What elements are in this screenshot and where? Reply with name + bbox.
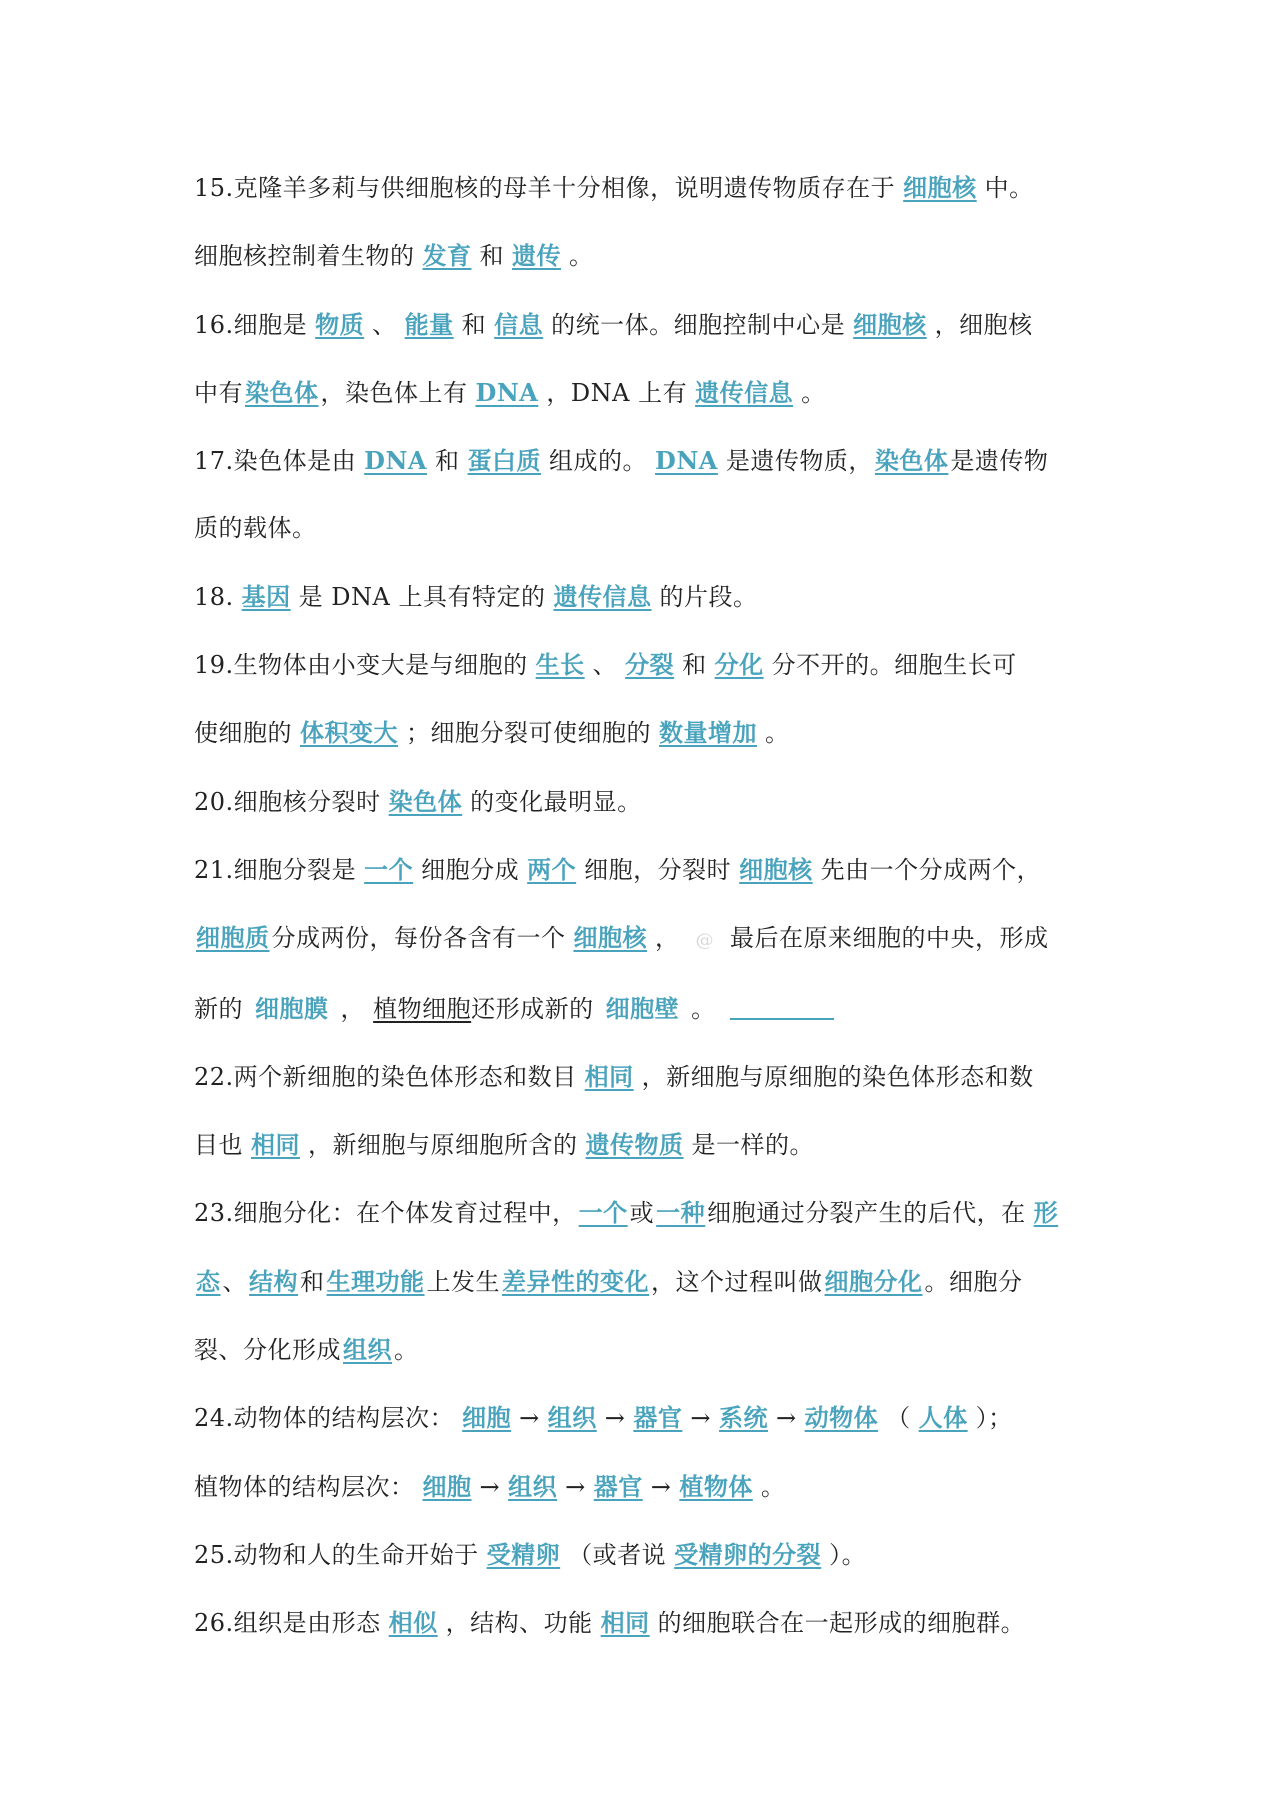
answer-fill: 系统 (719, 1403, 768, 1433)
answer-fill: 受精卵的分裂 (674, 1539, 822, 1569)
question-text: 15.克隆羊多莉与供细胞核的母羊十分相像，说明遗传物质存在于 (194, 174, 896, 202)
question-20 (194, 768, 1114, 836)
question-text: ，细胞核 (934, 310, 1033, 339)
question-text: ，新细胞与原细胞所含的 (308, 1131, 578, 1160)
question-23-line-3 (194, 1316, 1114, 1384)
question-text: 25.动物和人的生命开始于 (194, 1540, 479, 1569)
answer-fill: 动物体 (804, 1403, 879, 1433)
question-24-line-1 (194, 1384, 1114, 1452)
answer-fill: 数量增加 (659, 718, 757, 748)
answer-fill: 染色体 (245, 377, 319, 407)
answer-fill: 形 (1033, 1198, 1059, 1228)
answer-fill: 植物体 (679, 1471, 753, 1501)
answer-fill: 遗传 (512, 241, 561, 271)
question-text: 。 (760, 1472, 786, 1501)
question-18 (194, 563, 1114, 631)
question-text: 。 (765, 719, 790, 748)
watermark-at-sign: @ (695, 930, 714, 952)
question-text: 和 (461, 310, 487, 339)
answer-fill: 细胞膜 (255, 993, 329, 1023)
question-text: 细胞分成 (421, 855, 520, 884)
question-text: （或者说 (568, 1540, 667, 1569)
question-text: 23.细胞分化：在个体发育过程中， (194, 1199, 577, 1228)
question-text: 17.染色体是由 (194, 447, 357, 476)
answer-fill: 基因 (241, 581, 291, 611)
answer-fill: 相同 (584, 1061, 634, 1091)
question-text: 26.组织是由形态 (194, 1609, 381, 1638)
answer-fill: 发育 (422, 241, 472, 271)
answer-fill: 态 (196, 1266, 221, 1296)
answer-fill: DNA (364, 446, 428, 476)
answer-fill: 分化 (714, 650, 764, 680)
arrow-icon: → (650, 1472, 672, 1501)
answer-fill: 一个 (364, 854, 414, 884)
answer-fill: 物质 (315, 309, 365, 339)
question-text: 的细胞联合在一起形成的细胞群。 (657, 1609, 1026, 1638)
answer-fill: 细胞壁 (605, 993, 680, 1023)
answer-fill: 相同 (251, 1130, 300, 1160)
answer-fill: 一种 (656, 1198, 706, 1228)
answer-fill: 遗传物质 (585, 1130, 684, 1160)
question-text: 的变化最明显。 (470, 787, 642, 816)
question-text: 20.细胞核分裂时 (194, 787, 381, 816)
answer-fill: 细胞分化 (824, 1266, 923, 1296)
answer-fill: 差异性的变化 (502, 1266, 649, 1296)
question-text: 是遗传物质， (725, 447, 873, 476)
answer-fill: 人体 (918, 1403, 968, 1433)
answer-fill: 器官 (633, 1403, 683, 1433)
question-text: 细胞，分裂时 (584, 855, 732, 884)
answer-fill: 器官 (593, 1471, 643, 1501)
answer-fill: 结构 (249, 1266, 298, 1296)
question-text: ）； (975, 1404, 1013, 1433)
answer-fill: 细胞 (462, 1403, 512, 1433)
empty-answer-blank (730, 1018, 834, 1020)
question-text: （ (886, 1404, 911, 1433)
question-21-line-3 (194, 975, 1114, 1043)
question-text: 先由一个分成两个， (820, 855, 1042, 884)
question-text: 16.细胞是 (194, 310, 308, 339)
question-16-line-2 (194, 359, 1114, 427)
question-text: 、 (592, 651, 618, 680)
question-text: 的片段。 (659, 582, 758, 611)
answer-fill: 生理功能 (326, 1266, 425, 1296)
answer-fill: 相同 (600, 1608, 650, 1638)
question-text: 和 (300, 1267, 325, 1296)
question-text: 。 (569, 242, 594, 271)
answer-fill: 相似 (388, 1608, 438, 1638)
arrow-icon: → (604, 1404, 626, 1433)
question-text: ）。 (829, 1540, 867, 1569)
question-text: 细胞核控制着生物的 (194, 242, 415, 271)
question-text: 19.生物体由小变大是与细胞的 (194, 651, 528, 680)
question-text: 是一样的。 (691, 1131, 814, 1160)
question-17-line-1 (194, 427, 1114, 495)
answer-fill: 两个 (527, 854, 577, 884)
question-23-line-2 (194, 1248, 1114, 1316)
question-text: ，染色体上有 (320, 378, 468, 407)
answer-fill: 分裂 (625, 650, 675, 680)
question-text: 植物细胞 (373, 994, 472, 1023)
question-text: 是遗传物 (950, 447, 1049, 476)
question-text: 使细胞的 (194, 719, 292, 748)
answer-fill: 体积变大 (300, 718, 398, 748)
question-text: 目也 (194, 1131, 243, 1160)
question-text: 上发生 (426, 1267, 500, 1296)
question-text: 或 (629, 1199, 655, 1228)
question-text: 和 (682, 651, 707, 680)
answer-fill: 细胞核 (573, 923, 647, 953)
question-text: 中有 (194, 378, 243, 407)
answer-fill: 能量 (404, 309, 454, 339)
arrow-icon: → (479, 1472, 501, 1501)
question-text: 中。 (984, 174, 1034, 202)
question-text: 质的载体。 (194, 514, 317, 543)
answer-fill: 一个 (578, 1198, 628, 1228)
question-text: 植物体的结构层次： (194, 1472, 415, 1501)
answer-fill: 染色体 (388, 786, 463, 816)
question-21-line-1 (194, 836, 1114, 904)
arrow-icon: → (776, 1404, 797, 1433)
question-23-line-1 (194, 1179, 1114, 1247)
answer-fill: 遗传信息 (553, 581, 652, 611)
question-26 (194, 1589, 1114, 1657)
answer-fill: 受精卵 (486, 1539, 561, 1569)
answer-fill: 信息 (494, 309, 544, 339)
question-text: ，DNA 上有 (546, 378, 688, 407)
question-text: 和 (435, 447, 460, 476)
answer-fill: 组织 (343, 1335, 392, 1365)
question-text: ， (340, 994, 365, 1023)
question-text: 是 DNA 上具有特定的 (298, 582, 546, 611)
question-text: 和 (479, 242, 504, 271)
question-text: 18. (194, 582, 234, 611)
answer-fill: 细胞质 (196, 923, 270, 953)
arrow-icon: → (690, 1404, 711, 1433)
question-text: 最后在原来细胞的中央，形成 (730, 924, 1049, 953)
arrow-icon: → (519, 1404, 540, 1433)
question-16-line-1 (194, 291, 1114, 359)
question-text: 22.两个新细胞的染色体形态和数目 (194, 1062, 577, 1091)
question-22-line-2 (194, 1111, 1114, 1179)
answer-fill: DNA (475, 377, 539, 407)
question-text: 21.细胞分裂是 (194, 855, 357, 884)
question-text: ；细胞分裂可使细胞的 (406, 719, 651, 748)
question-22-line-1 (194, 1043, 1114, 1111)
answer-fill: 生长 (535, 650, 585, 680)
question-text: 新的 (194, 994, 243, 1023)
question-text: ，这个过程叫做 (651, 1267, 823, 1296)
question-text: 分不开的。细胞生长可 (771, 651, 1017, 680)
question-text: 细胞通过分裂产生的后代，在 (707, 1199, 1026, 1228)
answer-fill: DNA (655, 446, 718, 476)
answer-fill: 组织 (547, 1403, 597, 1433)
question-text: 。 (394, 1336, 419, 1365)
question-text: 24.动物体的结构层次： (194, 1404, 455, 1433)
question-19-line-1 (194, 631, 1114, 699)
arrow-icon: → (565, 1472, 586, 1501)
answer-fill: 蛋白质 (467, 446, 542, 476)
question-text: 、 (222, 1267, 247, 1296)
question-15-line-1 (194, 154, 1114, 222)
answer-fill: 遗传信息 (695, 377, 794, 407)
question-19-line-2 (194, 699, 1114, 767)
answer-fill: 细胞核 (853, 309, 927, 339)
answer-fill: 细胞核 (903, 173, 977, 202)
question-text: 。细胞分 (924, 1267, 1023, 1296)
question-text: 。 (691, 994, 716, 1023)
question-text: 的统一体。细胞控制中心是 (551, 310, 846, 339)
question-list (194, 154, 1114, 1658)
question-text: 分成两份，每份各含有一个 (271, 924, 566, 953)
question-21-line-2 (194, 904, 1114, 974)
question-text: ，结构、功能 (445, 1609, 593, 1638)
question-text: 组成的。 (549, 447, 648, 476)
question-text: 、 (372, 310, 397, 339)
question-25 (194, 1521, 1114, 1589)
answer-fill: 细胞 (422, 1471, 472, 1501)
question-text: ，新细胞与原细胞的染色体形态和数 (641, 1062, 1034, 1091)
question-text: ， (655, 924, 680, 953)
answer-fill: 细胞核 (739, 854, 813, 884)
question-text: 还形成新的 (471, 994, 594, 1023)
question-15-line-2 (194, 222, 1114, 290)
question-text: 裂、分化形成 (194, 1336, 341, 1365)
answer-fill: 染色体 (874, 446, 949, 476)
answer-fill: 组织 (508, 1471, 558, 1501)
question-17-line-2 (194, 495, 1114, 562)
question-24-line-2 (194, 1453, 1114, 1521)
question-text: 。 (801, 378, 826, 407)
